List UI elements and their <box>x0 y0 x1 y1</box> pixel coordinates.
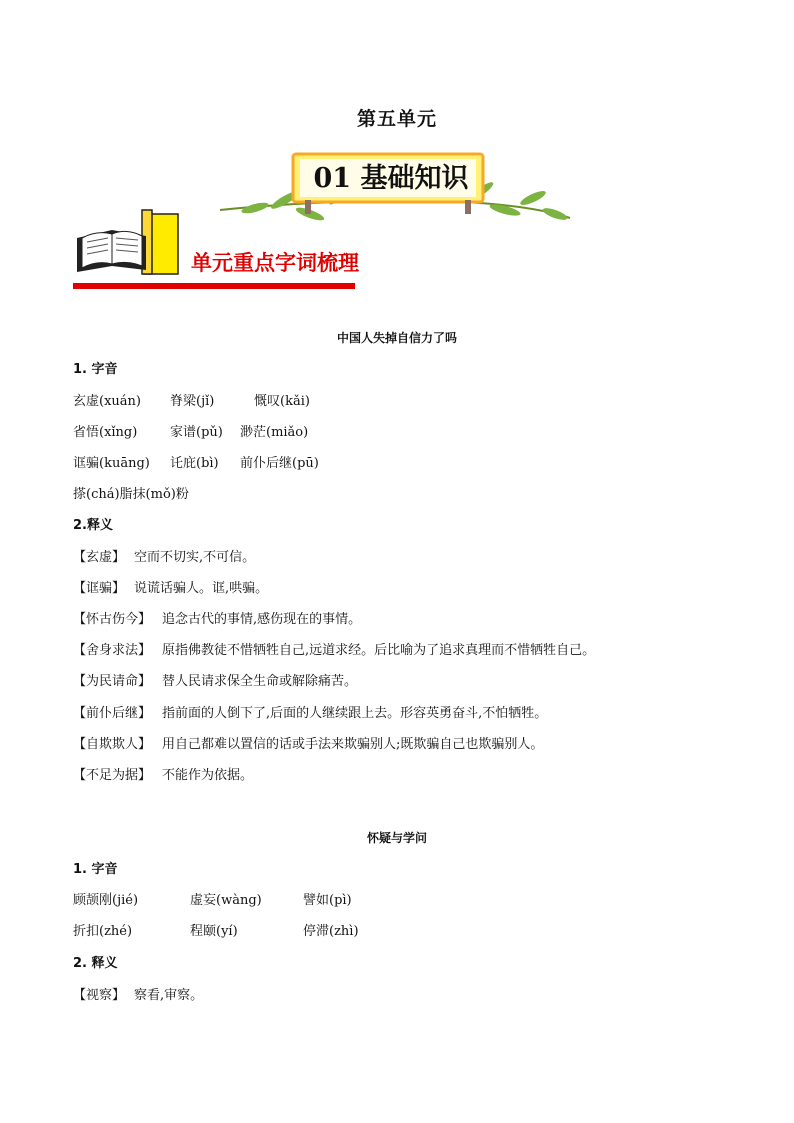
meaning-term: 【不足为据】 <box>73 768 152 783</box>
pron-item: 停滞(zhì) <box>303 924 359 939</box>
meaning-definition: 空而不切实,不可信。 <box>134 550 256 565</box>
meaning-definition: 不能作为依据。 <box>162 768 254 783</box>
meaning-term: 【怀古伤今】 <box>73 612 152 627</box>
open-book-icon <box>72 208 192 280</box>
pron-item: 程颐(yí) <box>190 924 238 939</box>
section-heading: 单元重点字词梳理 <box>191 251 359 275</box>
meaning-definition: 替人民请求保全生命或解除痛苦。 <box>162 674 358 689</box>
pronunciation-heading: 1. 字音 <box>73 362 118 377</box>
section-divider <box>73 283 355 289</box>
pron-item: 譬如(pì) <box>303 893 352 908</box>
pronunciation-heading: 1. 字音 <box>73 862 118 877</box>
meaning-definition: 指前面的人倒下了,后面的人继续跟上去。形容英勇奋斗,不怕牺牲。 <box>162 706 548 721</box>
pron-item: 慨叹(kǎi) <box>254 394 310 409</box>
pron-item: 讬庇(bì) <box>170 456 219 471</box>
pron-item: 折扣(zhé) <box>73 924 133 939</box>
meaning-term: 【自欺欺人】 <box>73 737 152 752</box>
page-title: 第五单元 <box>356 108 437 130</box>
meaning-definition: 追念古代的事情,感伤现在的事情。 <box>162 612 362 627</box>
banner-title: 01 基础知识 <box>313 163 469 194</box>
meaning-term: 【玄虚】 <box>73 550 126 565</box>
meaning-definition: 察看,审察。 <box>134 988 204 1003</box>
meaning-term: 【前仆后继】 <box>73 706 152 721</box>
pron-item: 诓骗(kuāng) <box>73 456 150 471</box>
lesson-title: 怀疑与学问 <box>366 831 427 845</box>
pron-item: 脊梁(jǐ) <box>170 394 215 409</box>
lesson-title: 中国人失掉自信力了吗 <box>336 331 457 345</box>
meaning-definition: 原指佛教徒不惜牺牲自己,远道求经。后比喻为了追求真理而不惜牺牲自己。 <box>162 643 596 658</box>
meaning-term: 【诓骗】 <box>73 581 126 596</box>
pron-item: 玄虚(xuán) <box>73 394 141 409</box>
meaning-heading: 2.释义 <box>73 518 113 533</box>
meaning-definition: 说谎话骗人。诓,哄骗。 <box>134 581 269 596</box>
meaning-definition: 用自己都难以置信的话或手法来欺骗别人;既欺骗自己也欺骗别人。 <box>162 737 544 752</box>
pron-item: 省悟(xǐng) <box>73 425 138 440</box>
meaning-term: 【为民请命】 <box>73 674 152 689</box>
pron-item: 虚妄(wàng) <box>190 893 262 908</box>
pron-item: 顾颉刚(jié) <box>73 893 139 908</box>
meaning-heading: 2. 释义 <box>73 956 118 971</box>
pron-item: 家谱(pǔ) <box>170 425 223 440</box>
pron-item: 前仆后继(pū) <box>240 456 319 471</box>
meaning-term: 【舍身求法】 <box>73 643 152 658</box>
pron-item: 渺茫(miǎo) <box>240 425 309 440</box>
meaning-term: 【视察】 <box>73 988 126 1003</box>
pron-item: 搽(chá)脂抹(mǒ)粉 <box>73 487 189 502</box>
